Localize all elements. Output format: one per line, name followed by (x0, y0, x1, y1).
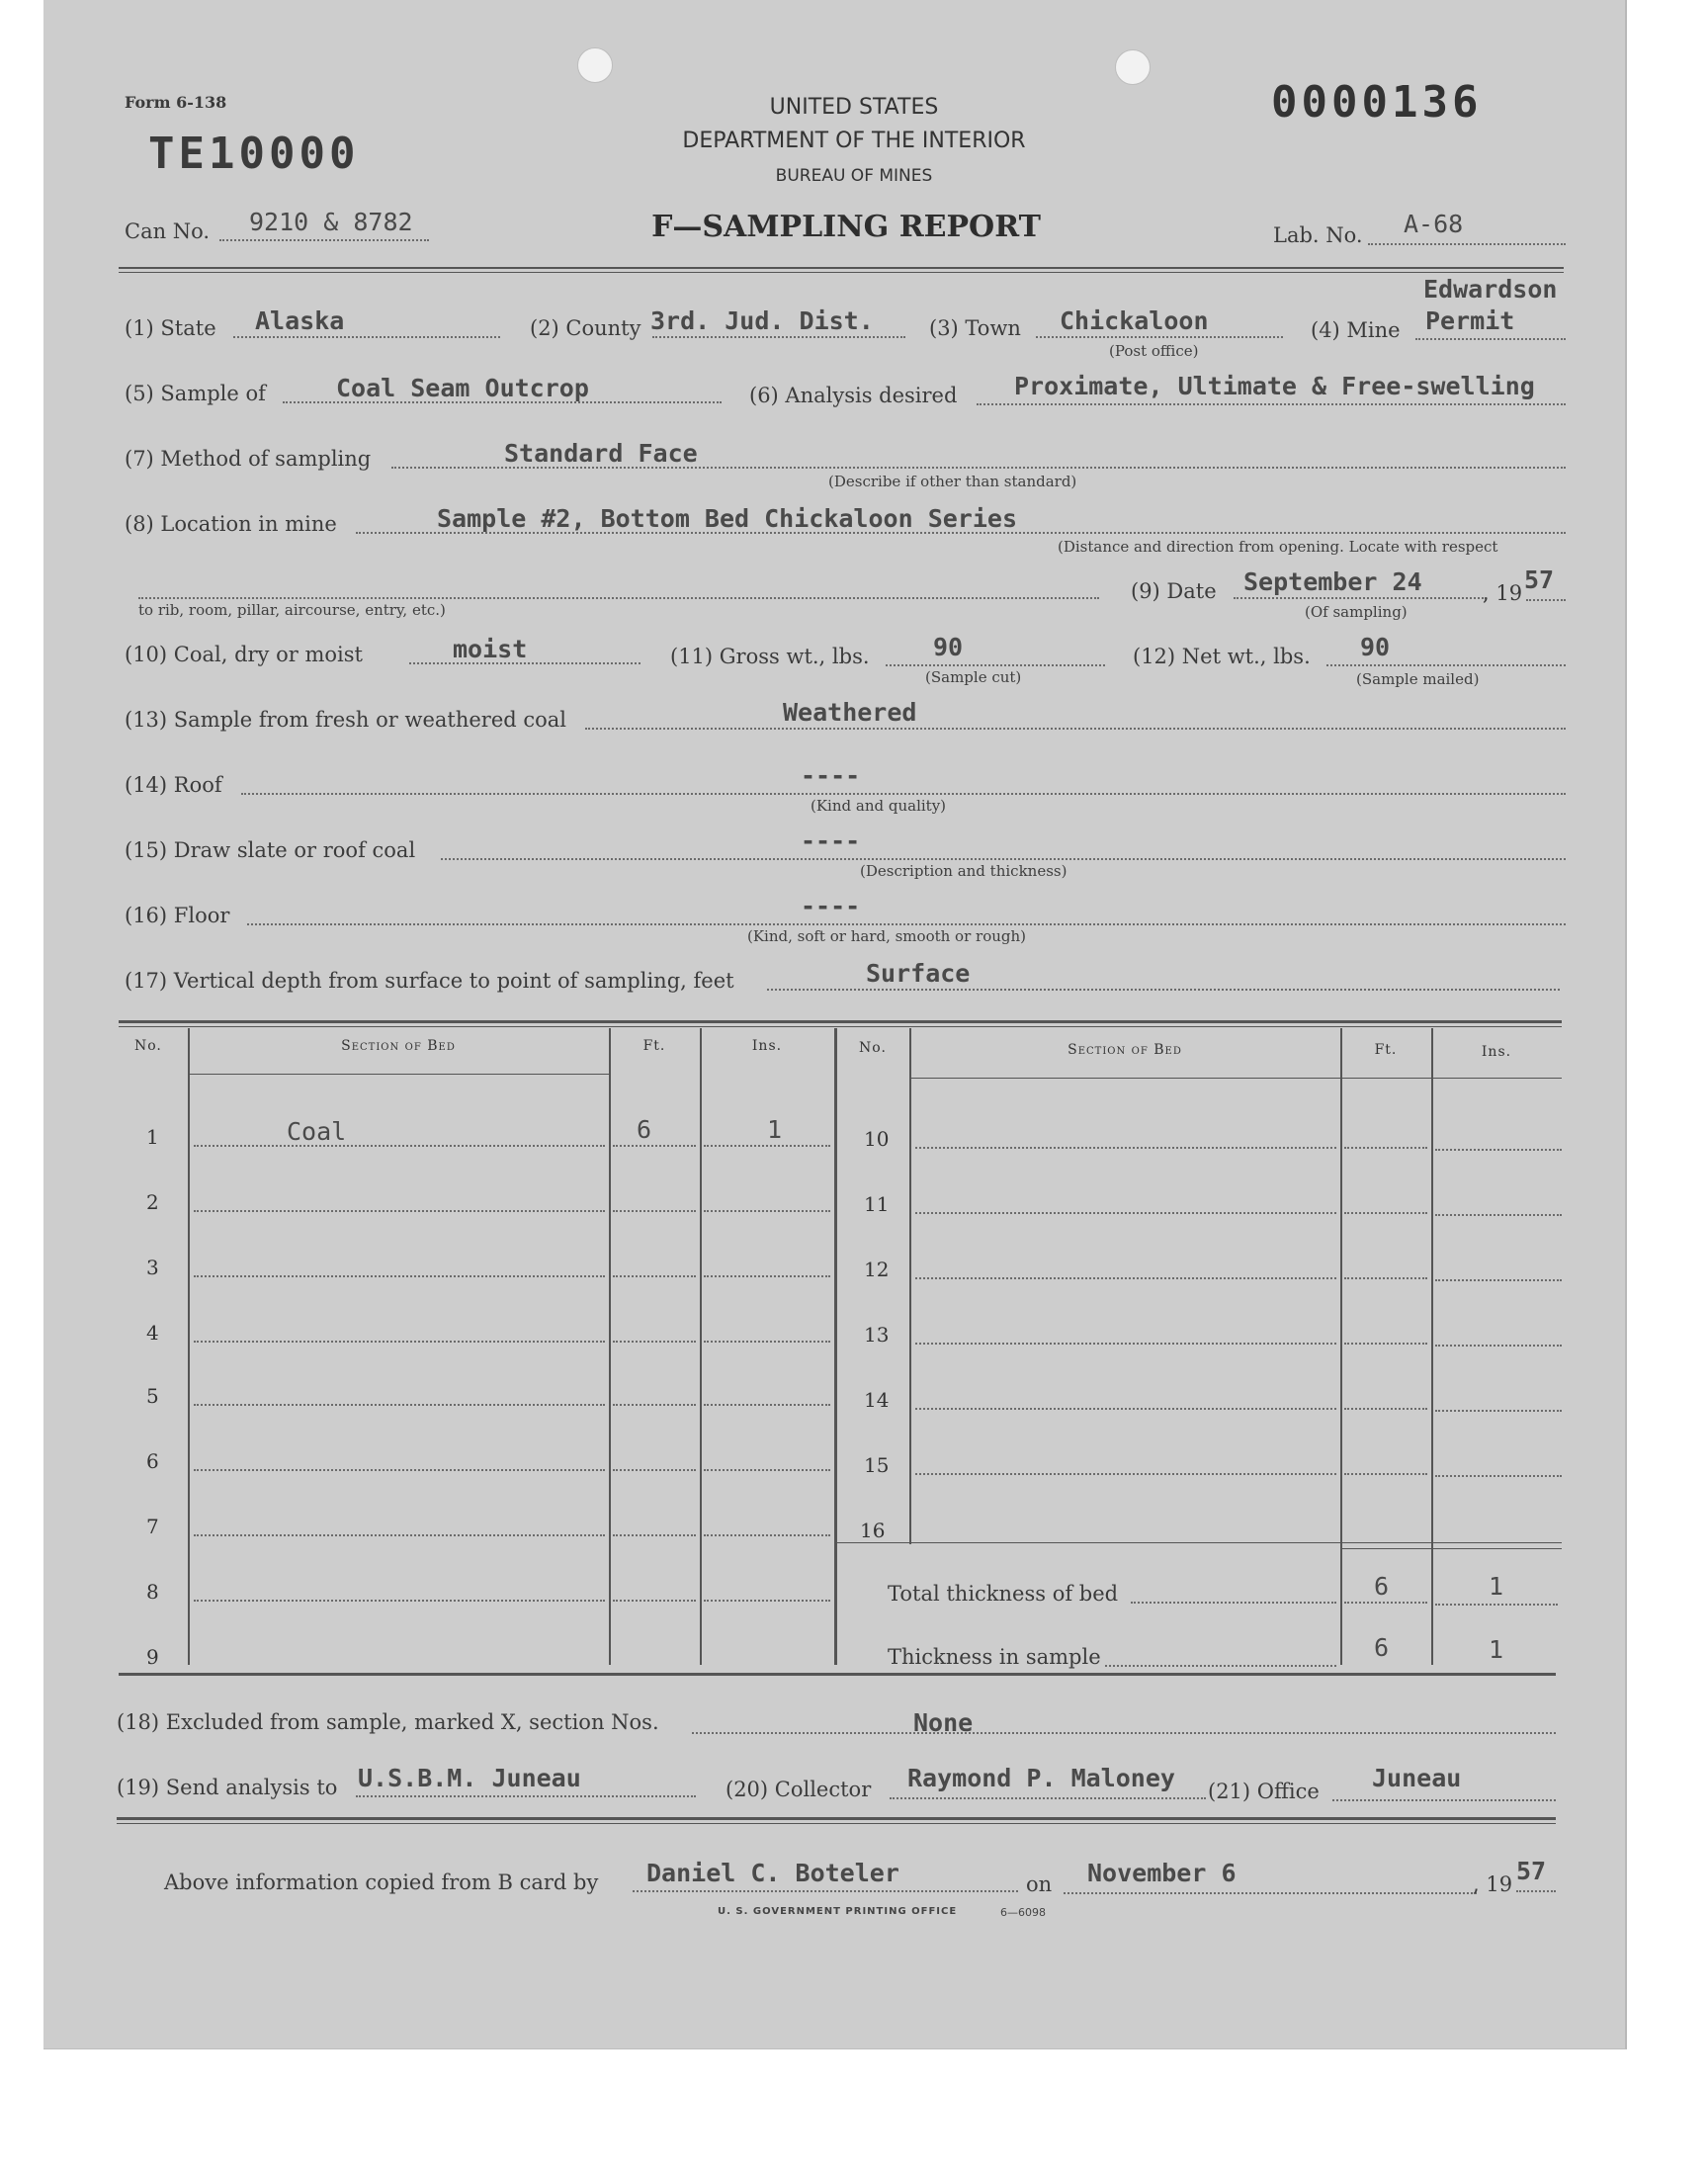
th-no-right: No. (859, 1040, 887, 1056)
copied-by-line (633, 1890, 1018, 1892)
floor-label: (16) Floor (125, 904, 230, 927)
mine-label: (4) Mine (1311, 318, 1401, 342)
row-number: 7 (146, 1515, 159, 1538)
th-ins-left: Ins. (751, 1038, 783, 1054)
can-value: 9210 & 8782 (249, 208, 413, 236)
copied-date-value: November 6 (1087, 1859, 1237, 1887)
row-number: 10 (864, 1127, 890, 1151)
row-line (194, 1341, 605, 1343)
excluded-value: None (913, 1708, 974, 1737)
fresh-label: (13) Sample from fresh or weathered coal (125, 708, 567, 732)
row-line (194, 1210, 605, 1212)
county-label: (2) County (530, 316, 641, 340)
col-divider-5 (1340, 1028, 1342, 1665)
sample-thickness-line (1105, 1665, 1336, 1667)
col-divider-2 (609, 1028, 611, 1665)
row-line (613, 1469, 696, 1471)
draw-slate-line (441, 858, 1566, 860)
row-number: 11 (864, 1192, 890, 1216)
coal-value: moist (453, 635, 528, 663)
row-line (194, 1404, 605, 1406)
header-underline-right (909, 1078, 1562, 1079)
mine-value-line-1: Edwardson (1423, 275, 1558, 304)
state-line (233, 336, 500, 338)
state-label: (1) State (125, 316, 216, 340)
row-line (915, 1147, 1336, 1149)
th-section-left: Section of Bed (341, 1038, 456, 1054)
gross-hint: (Sample cut) (925, 668, 1022, 686)
table-bottom-rule (119, 1673, 1556, 1676)
can-label: Can No. (125, 219, 211, 243)
th-no-left: No. (134, 1038, 162, 1054)
row-line (194, 1145, 605, 1147)
sample-thickness-ins: 1 (1489, 1635, 1504, 1664)
row-line (613, 1341, 696, 1343)
row-number: 2 (146, 1190, 159, 1214)
depth-label: (17) Vertical depth from surface to point of sampling, feet (125, 969, 734, 993)
send-to-line (356, 1795, 696, 1797)
row-number: 14 (864, 1388, 890, 1412)
printer-imprint: U. S. GOVERNMENT PRINTING OFFICE (718, 1906, 958, 1917)
date-hint: (Of sampling) (1305, 603, 1408, 621)
draw-slate-value: ---- (801, 826, 861, 855)
th-ft-right: Ft. (1374, 1042, 1398, 1058)
row-line (915, 1343, 1336, 1345)
row-line (1435, 1279, 1562, 1281)
total-thickness-ft: 6 (1374, 1572, 1390, 1601)
header-underline-left (188, 1074, 609, 1075)
row-line (613, 1404, 696, 1406)
collector-value: Raymond P. Maloney (907, 1764, 1175, 1792)
gross-line (886, 664, 1105, 666)
inverted-stamp: TE10000 (148, 129, 360, 179)
analysis-line (977, 403, 1566, 405)
send-to-label: (19) Send analysis to (117, 1776, 338, 1799)
mine-line (1415, 338, 1566, 340)
row-line (613, 1145, 696, 1147)
col-divider-4 (909, 1028, 911, 1544)
lab-label: Lab. No. (1273, 223, 1363, 247)
location-hint-1: (Distance and direction from opening. Locate with respect (1058, 538, 1498, 556)
roof-label: (14) Roof (125, 773, 222, 797)
floor-hint: (Kind, soft or hard, smooth or rough) (747, 927, 1026, 945)
copied-year: 57 (1516, 1857, 1547, 1885)
net-value: 90 (1360, 633, 1391, 661)
row-line (704, 1145, 830, 1147)
punch-hole-right (1115, 49, 1151, 85)
row-number: 8 (146, 1580, 159, 1604)
row-line (704, 1275, 830, 1277)
excluded-line (692, 1732, 1556, 1734)
excluded-label: (18) Excluded from sample, marked X, section Nos. (117, 1710, 659, 1734)
row-line (1435, 1149, 1562, 1151)
send-to-value: U.S.B.M. Juneau (358, 1764, 581, 1792)
row-line (613, 1210, 696, 1212)
depth-line (767, 989, 1560, 991)
footer-rule (117, 1817, 1556, 1820)
office-label: (21) Office (1208, 1780, 1320, 1803)
row-number: 15 (864, 1453, 890, 1477)
office-value: Juneau (1372, 1764, 1462, 1792)
footer-rule-2 (117, 1823, 1556, 1824)
fresh-value: Weathered (783, 698, 917, 727)
row-line (1344, 1147, 1427, 1149)
row-line (704, 1341, 830, 1343)
table-top-rule-2 (119, 1026, 1562, 1027)
printer-code: 6—6098 (1000, 1906, 1046, 1919)
collector-line (890, 1797, 1206, 1799)
row-line (1435, 1410, 1562, 1412)
header-rule (119, 267, 1564, 269)
row-line (1344, 1473, 1427, 1475)
row-line (613, 1534, 696, 1536)
row-line (194, 1534, 605, 1536)
row-line (1435, 1345, 1562, 1347)
row-line (704, 1404, 830, 1406)
total-thickness-ins: 1 (1489, 1572, 1504, 1601)
row-line (194, 1275, 605, 1277)
copied-year-prefix: , 19 (1473, 1872, 1513, 1896)
row-number: 4 (146, 1321, 159, 1345)
draw-slate-hint: (Description and thickness) (860, 862, 1068, 880)
col-divider-3 (700, 1028, 702, 1665)
row-number: 5 (146, 1384, 159, 1408)
roof-value: ---- (801, 761, 861, 790)
row-number: 3 (146, 1256, 159, 1279)
header-line-2: DEPARTMENT OF THE INTERIOR (682, 129, 1026, 153)
floor-line (247, 923, 1566, 925)
net-label: (12) Net wt., lbs. (1133, 645, 1311, 668)
date-year-line (1526, 599, 1566, 601)
row-line (613, 1275, 696, 1277)
row-line (915, 1212, 1336, 1214)
gross-label: (11) Gross wt., lbs. (670, 645, 870, 668)
row-line (1435, 1475, 1562, 1477)
table-top-rule (119, 1020, 1562, 1023)
lab-value: A-68 (1404, 210, 1464, 238)
location-line-2 (138, 597, 1099, 599)
row-ins: 1 (767, 1115, 783, 1144)
th-ft-left: Ft. (642, 1038, 666, 1054)
col-divider-1 (188, 1028, 190, 1665)
th-ins-right: Ins. (1481, 1044, 1512, 1060)
sample-of-value: Coal Seam Outcrop (336, 374, 589, 402)
office-line (1332, 1799, 1556, 1801)
right-rows-bottom-rule (836, 1542, 1562, 1543)
row-number: 6 (146, 1449, 159, 1473)
town-label: (3) Town (929, 316, 1021, 340)
row-number: 1 (146, 1125, 159, 1149)
town-hint: (Post office) (1109, 342, 1199, 360)
date-label: (9) Date (1131, 579, 1217, 603)
state-value: Alaska (255, 306, 345, 335)
row-line (1344, 1408, 1427, 1410)
row-line (194, 1469, 605, 1471)
county-value: 3rd. Jud. Dist. (650, 306, 874, 335)
sample-thickness-ft: 6 (1374, 1633, 1390, 1662)
gross-value: 90 (933, 633, 964, 661)
method-hint: (Describe if other than standard) (828, 473, 1077, 490)
row-number: 12 (864, 1258, 890, 1281)
floor-value: ---- (801, 892, 861, 920)
row-line (915, 1473, 1336, 1475)
col-divider-6 (1431, 1028, 1433, 1665)
method-value: Standard Face (504, 439, 698, 468)
roof-hint: (Kind and quality) (811, 797, 947, 815)
row-ft: 6 (637, 1115, 652, 1144)
town-line (1036, 336, 1283, 338)
row-line (704, 1600, 830, 1602)
can-line (219, 239, 429, 241)
punch-hole-left (577, 47, 613, 83)
total-ft-line (1344, 1602, 1427, 1604)
row-line (194, 1600, 605, 1602)
collector-label: (20) Collector (726, 1778, 872, 1801)
row-line (704, 1469, 830, 1471)
analysis-value: Proximate, Ultimate & Free-swelling (1014, 372, 1535, 400)
mine-value-line-2: Permit (1425, 306, 1515, 335)
location-value: Sample #2, Bottom Bed Chickaloon Series (437, 504, 1017, 533)
date-line (1234, 597, 1487, 599)
header-line-1: UNITED STATES (769, 95, 939, 120)
row-line (1344, 1212, 1427, 1214)
date-year: 57 (1524, 566, 1555, 594)
lab-line (1368, 243, 1566, 245)
total-ins-line (1435, 1604, 1558, 1606)
row-line (1344, 1277, 1427, 1279)
header-line-3: BUREAU OF MINES (775, 166, 933, 186)
location-hint-2: to rib, room, pillar, aircourse, entry, etc.) (138, 601, 446, 619)
copied-year-line (1516, 1890, 1556, 1892)
net-line (1326, 664, 1566, 666)
total-thickness-label: Total thickness of bed (888, 1582, 1119, 1606)
row-line (704, 1534, 830, 1536)
analysis-label: (6) Analysis desired (749, 384, 958, 407)
row-number: 16 (860, 1519, 886, 1542)
row-section: Coal (287, 1117, 347, 1146)
depth-value: Surface (866, 959, 971, 988)
county-line (652, 336, 905, 338)
col-divider-center (834, 1028, 837, 1665)
right-rows-bottom-rule-2 (1340, 1548, 1562, 1549)
header-rule-2 (119, 272, 1564, 273)
town-value: Chickaloon (1060, 306, 1209, 335)
date-year-prefix: , 19 (1483, 581, 1523, 605)
total-thickness-line (1131, 1602, 1336, 1604)
draw-slate-label: (15) Draw slate or roof coal (125, 838, 416, 862)
method-label: (7) Method of sampling (125, 447, 372, 471)
row-number: 9 (146, 1645, 159, 1669)
location-label: (8) Location in mine (125, 512, 337, 536)
row-number: 13 (864, 1323, 890, 1347)
coal-label: (10) Coal, dry or moist (125, 643, 363, 666)
roof-line (241, 793, 1566, 795)
copied-on-label: on (1026, 1872, 1053, 1896)
fresh-line (585, 728, 1566, 730)
page-title: F—SAMPLING REPORT (651, 210, 1041, 244)
row-line (1344, 1343, 1427, 1345)
sample-thickness-label: Thickness in sample (888, 1645, 1101, 1669)
net-hint: (Sample mailed) (1356, 670, 1480, 688)
sample-of-label: (5) Sample of (125, 382, 266, 405)
date-value: September 24 (1243, 567, 1422, 596)
row-line (704, 1210, 830, 1212)
row-line (613, 1600, 696, 1602)
copied-by-value: Daniel C. Boteler (646, 1859, 899, 1887)
th-section-right: Section of Bed (1068, 1042, 1182, 1058)
row-line (915, 1408, 1336, 1410)
copied-on-line (1064, 1892, 1477, 1894)
row-line (915, 1277, 1336, 1279)
copied-by-label: Above information copied from B card by (164, 1870, 599, 1894)
serial-stamp: 0000136 (1271, 77, 1483, 128)
row-line (1435, 1214, 1562, 1216)
form-number: Form 6-138 (125, 93, 227, 112)
